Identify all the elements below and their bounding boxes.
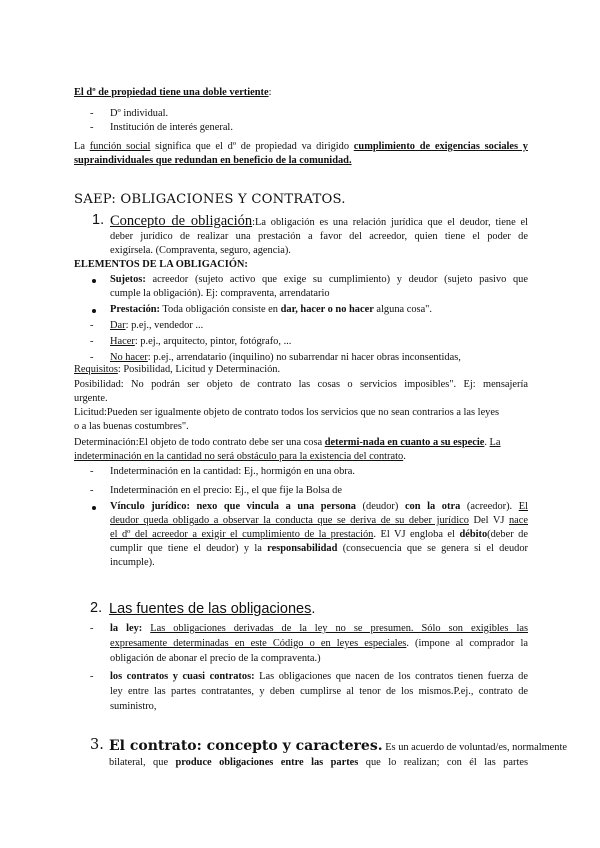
underlined-text: La xyxy=(489,437,501,448)
text-run: . xyxy=(403,451,406,462)
hacer-line xyxy=(110,335,564,349)
section2-title: Las fuentes de las obligaciones xyxy=(109,601,312,617)
section-number: 1. xyxy=(92,212,105,228)
section1-first-line xyxy=(110,212,528,232)
intro-paragraph-line xyxy=(74,154,528,168)
text-line: Indeterminación en el precio: Ej., el que fije la Bolsa de xyxy=(110,485,342,496)
dash-bullet: - xyxy=(90,671,94,682)
determinacion-line xyxy=(74,436,528,450)
requisitos-line xyxy=(74,363,528,377)
contratos-line xyxy=(110,670,528,684)
emphasis-text: cumplimiento de exigencias sociales y xyxy=(353,141,528,152)
text-run: significa que el dº de propiedad va dirigido xyxy=(150,141,354,152)
label-text: Requisitos xyxy=(74,364,118,375)
emphasis-text: débito xyxy=(459,529,488,540)
text-run: . xyxy=(484,437,490,448)
text-run: Toda obligación consiste en xyxy=(160,304,281,315)
section3-title: El contrato: concepto y caracteres. xyxy=(109,738,383,754)
underlined-text: El xyxy=(518,501,528,512)
label-text: No hacer xyxy=(110,352,148,363)
section-number: 2. xyxy=(90,600,103,616)
section3-first-line xyxy=(109,737,567,757)
text-line: cumple la obligación). Ej: compraventa, arrendatario xyxy=(110,288,330,299)
text-run: Del VJ xyxy=(468,515,509,526)
text-line: ley entre las partes contratantes, y deben cumplirse al tenor de los mismos.P.ej., contrato de xyxy=(110,686,528,697)
ley-line xyxy=(110,622,528,636)
underlined-text: el dº del acreedor a exigir el cumplimiento de la prestación xyxy=(110,529,374,540)
vinculo-line xyxy=(110,500,528,514)
text-line: urgente. xyxy=(74,393,108,404)
emphasis-text: supraindividuales que redundan en beneficio de la comunidad. xyxy=(74,155,352,166)
text-run: alguna cosa". xyxy=(373,304,433,315)
text-run: : p.ej., vendedor ... xyxy=(125,320,204,331)
emphasis-text: dar, hacer o no hacer xyxy=(280,304,374,315)
text-run: (deber de xyxy=(487,529,528,540)
intro-heading-colon: : xyxy=(268,87,272,98)
ley-line xyxy=(110,637,528,651)
emphasis-text: Vínculo jurídico: nexo que vincula a una persona xyxy=(110,501,356,512)
emphasis-text: responsabilidad xyxy=(267,543,338,554)
text-line: Posibilidad: No podrán ser objeto de contrato las cosas o servicios imposibles". Ej: mensajería xyxy=(74,379,528,390)
text-line: obligación de abonar el precio de la compraventa.) xyxy=(110,653,321,664)
intro-paragraph-line xyxy=(74,140,528,154)
emphasis-text: determi-nada en cuanto a su especie xyxy=(324,437,485,448)
section3-line xyxy=(109,756,528,770)
underlined-text: expresamente determinadas en este Código o en leyes especiales xyxy=(110,638,407,649)
section2-title-line xyxy=(109,600,563,618)
bullet-dot xyxy=(92,506,96,510)
text-run: :La obligación es una relación jurídica que el deudor, tiene el xyxy=(252,217,529,228)
dash-bullet: - xyxy=(90,320,94,331)
text-line: o a las buenas costumbres". xyxy=(74,421,189,432)
text-run: cumplir que tiene el deudor) y la xyxy=(110,543,268,554)
dash-bullet: - xyxy=(90,122,94,133)
text-run: (deudor) xyxy=(355,501,405,512)
bullet-dot xyxy=(92,309,96,313)
underlined-text: nace xyxy=(508,515,528,526)
label-text: la ley: xyxy=(110,623,143,634)
text-run: bilateral, que xyxy=(109,757,176,768)
intro-heading-text: El dº de propiedad tiene una doble vertiente xyxy=(74,87,269,98)
emphasis-text: con la otra xyxy=(404,501,461,512)
saep-title: SAEP: OBLIGACIONES Y CONTRATOS. xyxy=(74,192,346,207)
label-text: Hacer xyxy=(110,336,135,347)
dash-bullet: - xyxy=(90,108,94,119)
label-text: Dar xyxy=(110,320,126,331)
dash-bullet: - xyxy=(90,352,94,363)
vinculo-line xyxy=(110,514,528,528)
intro-heading xyxy=(74,86,528,100)
sujetos-line xyxy=(110,273,528,287)
text-run: . (impone al comprador la xyxy=(406,638,528,649)
text-line: incumple). xyxy=(110,557,155,568)
dash-bullet: - xyxy=(90,623,94,634)
text-line: Licitud:Pueden ser igualmente objeto de contrato todos los servicios que no sean contrarios a las leyes xyxy=(74,407,500,418)
text-line: deber jurídico de realizar una prestación a favor del acreedor, quien tiene el poder de xyxy=(110,231,528,242)
text-run: La xyxy=(74,141,90,152)
label-text: los contratos y cuasi contratos: xyxy=(110,671,255,682)
text-run: Determinación:El objeto de todo contrato debe ser una cosa xyxy=(74,437,325,448)
vinculo-line xyxy=(110,528,528,542)
funcion-social-term: función social xyxy=(89,141,151,152)
text-run: que lo realizan; con él las partes xyxy=(358,757,528,768)
emphasis-text: produce obligaciones entre las partes xyxy=(175,757,359,768)
intro-bullet: Institución de interés general. xyxy=(110,122,233,133)
intro-bullet: Dº individual. xyxy=(110,108,169,119)
text-run: : Posibilidad, Licitud y Determinación. xyxy=(117,364,281,375)
prestacion-line xyxy=(110,303,528,317)
text-run: (consecuencia que se genera si el deudor xyxy=(337,543,528,554)
determinacion-line xyxy=(74,450,528,464)
label-text: Prestación: xyxy=(110,304,161,315)
text-run: Las obligaciones que nacen de los contratos tienen fuerza de xyxy=(254,671,528,682)
dash-bullet: - xyxy=(90,485,94,496)
section1-title: Concepto de obligación xyxy=(110,213,253,229)
underlined-text: indeterminación en la cantidad no será obstáculo para la existencia del contrato xyxy=(74,451,404,462)
section-number: 3. xyxy=(90,737,104,753)
text-run: : p.ej., arquitecto, pintor, fotógrafo, ... xyxy=(134,336,292,347)
elements-heading: ELEMENTOS DE LA OBLIGACIÓN: xyxy=(74,259,248,270)
underlined-text: Las obligaciones derivadas de la ley no se presumen. Sólo son exigibles las xyxy=(150,623,528,634)
text-run: (acreedor). xyxy=(460,501,519,512)
text-line: Indeterminación en la cantidad: Ej., hormigón en una obra. xyxy=(110,466,355,477)
text-line: suministro, xyxy=(110,701,157,712)
underlined-text: deudor queda obligado a observar la conducta que se deriva de su deber jurídico xyxy=(110,515,469,526)
dash-bullet: - xyxy=(90,336,94,347)
label-text: Sujetos: xyxy=(110,274,146,285)
text-run: : p.ej., arrendatario (inquilino) no subarrendar ni hacer obras inconsentidas, xyxy=(147,352,461,363)
text-run: . xyxy=(311,601,316,617)
bullet-dot xyxy=(92,279,96,283)
vinculo-line xyxy=(110,542,528,556)
text-line: exigírsela. (Compraventa, seguro, agencia). xyxy=(110,245,291,256)
text-run: . El VJ engloba el xyxy=(373,529,460,540)
dash-bullet: - xyxy=(90,466,94,477)
text-run: acreedor (sujeto activo que exige su cumplimiento) y deudor (sujeto pasivo que xyxy=(145,274,528,285)
text-run: Es un acuerdo de voluntad/es, normalmente xyxy=(382,742,567,753)
dar-line xyxy=(110,319,564,333)
